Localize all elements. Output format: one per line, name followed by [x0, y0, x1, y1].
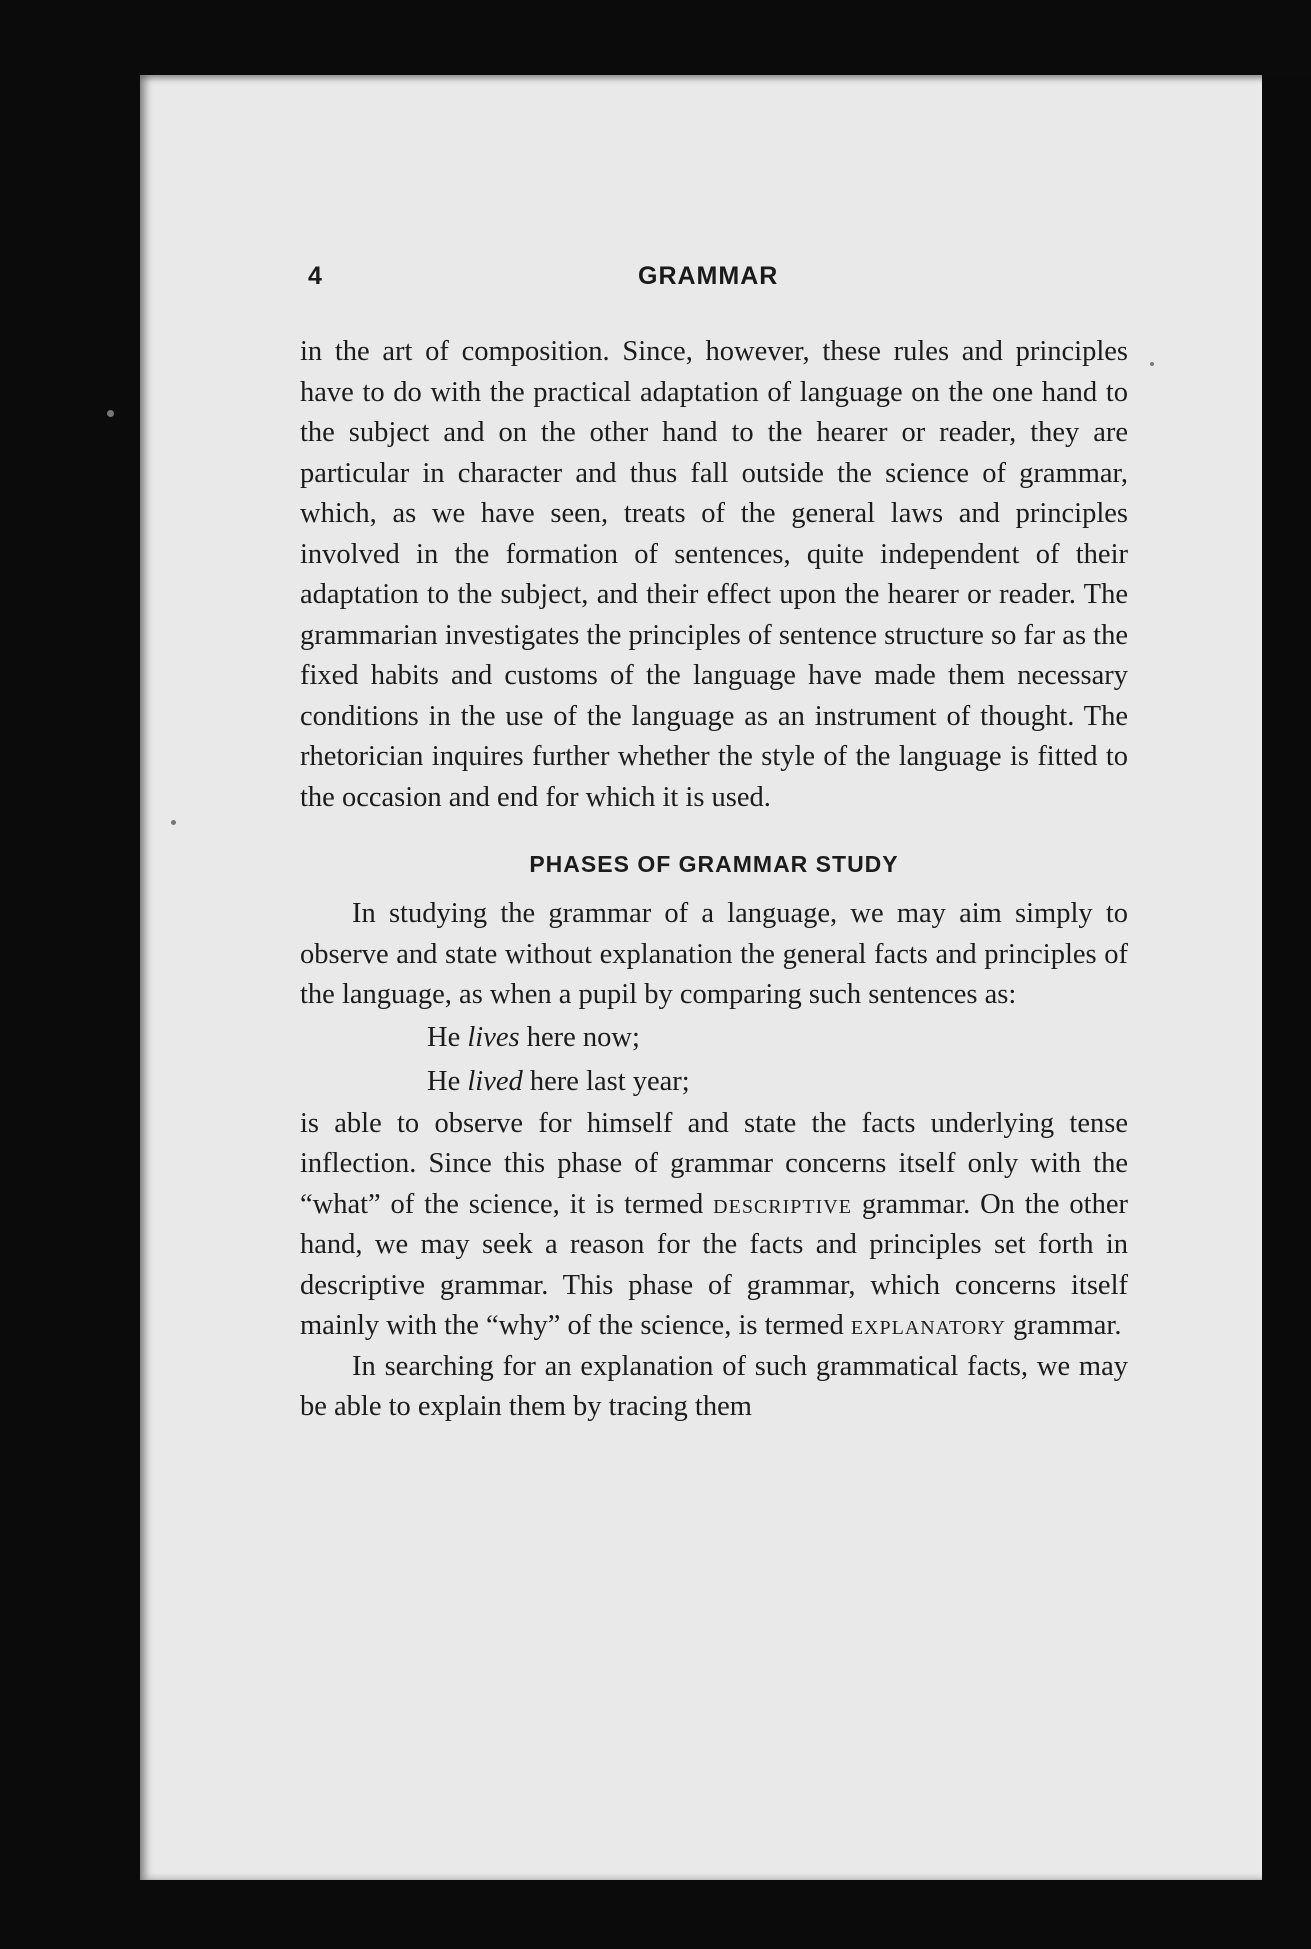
paragraph-descriptive-explanatory: [300, 1104, 1128, 1347]
section-heading: PHASES OF GRAMMAR STUDY: [529, 851, 899, 877]
scan-speck: [1150, 362, 1154, 366]
page-number: 4: [308, 262, 323, 290]
term-explanatory: explanatory: [850, 1310, 1006, 1341]
scan-speck: [107, 410, 114, 417]
example-verb: lived: [467, 1065, 523, 1097]
paragraph-text: grammar. On the other hand, we may seek a reason for the facts and principles set forth in descriptive grammar. This phase of grammar, which concerns itself mainly with the “why” of the science, is termed: [300, 1188, 1128, 1341]
paragraph-continuation: in the art of composition. Since, however, these rules and principles have to do with the practical adaptation of language on the one hand to the subject and on the other hand to the hearer or reader, they are particular in character and thus fall outside the science of grammar, which, as we have seen, treats of the general laws and principles involved in the formation of sentences, quite independent of their adaptation to the subject, and their effect upon the hearer or reader. The grammarian investigates the principles of sentence structure so far as the fixed habits and customs of the language have made them necessary conditions in the use of the language as an instrument of thought. The rhetorician inquires further whether the style of the language is fitted to the occasion and end for which it is used.: [300, 336, 1128, 813]
body-text: [300, 332, 1128, 1428]
example-verb: lives: [467, 1021, 520, 1053]
page-header: [308, 262, 1128, 302]
example-text: here last year;: [522, 1065, 690, 1097]
example-sentence-2: [300, 1060, 1128, 1104]
example-text: He: [427, 1065, 468, 1097]
term-descriptive: descriptive: [713, 1188, 852, 1220]
page-edge-shadow: [1262, 75, 1311, 1880]
example-text: He: [427, 1021, 468, 1053]
example-sentence-1: [300, 1016, 1128, 1060]
paragraph-phases-intro: In studying the grammar of a language, we may aim simply to observe and state without explanation the general facts and principles of the language, as when a pupil by comparing such sentences as:: [300, 898, 1128, 1010]
paragraph-text: grammar.: [1005, 1310, 1122, 1341]
example-text: here now;: [519, 1021, 640, 1053]
paragraph-searching: In searching for an explanation of such grammatical facts, we may be able to explain them by tracing them: [300, 1350, 1128, 1422]
running-title: GRAMMAR: [638, 262, 779, 290]
paragraph-text: is able to observe for himself and state the facts underlying tense inflection. Since this phase of grammar concerns itself only with the “what” of the science, it is termed: [300, 1107, 1128, 1220]
scan-speck: [171, 820, 176, 825]
